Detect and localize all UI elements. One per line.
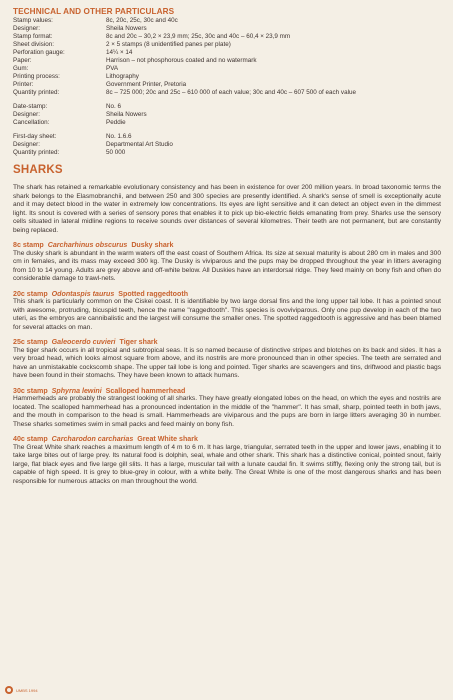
fds-row: Quantity printed: 50 000 [13,149,126,156]
section-heading: 8c stamp Carcharhinus obscurus Dusky shark [13,241,174,249]
document-page [13,7,441,486]
tech-row: Quantity printed: 8c – 725 000; 20c and 25c – 610 000 of each value; 30c and 40c – 607 500 of each value [13,89,356,96]
fds-row: First-day sheet: No. 1.6.6 [13,133,132,140]
date-row: Designer: Sheila Nowers [13,111,147,118]
section-body: The Great White shark reaches a maximum length of 4 m to 6 m. It has large, triangular, serrated teeth in the upper and lower jaws, enabling it to take large bites out of large prey. Its natural food is dolphin, seal, whale and other shark. This shark has a distinctive conical, pointed snout, fairly large, flat black eyes and five large gill slits. It has a large, muscular tail with a lunate caudal fin. It swims stiffly, flexing only the strong tail, but is capable of high speed. It is grey to blue-grey in colour, with a white belly. The Great White is one of the most dangerous sharks and has been responsible for numerous attacks on man throughout the world. [13,443,441,485]
tech-row: Stamp format: 8c and 20c – 30,2 × 23,9 mm; 25c, 30c and 40c – 60,4 × 23,9 mm [13,33,291,40]
section-body: This shark is particularly common on the Ciskei coast. It is identifiable by two large dorsal fins and the long upper tail lobe. It has a pointed snout with awesome, protruding, bicuspid teeth, hence the name "raggedtooth". This species is ovoviviparous. Only one pup develop in each of the two uteri, as the embryos are cannibalistic and the largest will consume the smaller ones. The spotted raggedtooth is aggressive and has been blamed for several attacks on man. [13,298,441,331]
tech-row: Paper: Harrison – not phosphorous coated and no watermark [13,57,257,64]
section-body: The tiger shark occurs in all tropical and subtropical seas. It is so named because of distinctive stripes and blotches on its back and sides. It has a very broad head, which looks almost square from above, and its nostrils are more pronounced than in other species. The teeth are serrated and have an unmistakable cockscomb shape. The upper tail lobe is long and pointed. Tiger sharks are scavengers and tins, driftwood and plastic bags have been found in their stomachs. They have been known to attack humans. [13,346,441,380]
section-dusky [13,241,441,284]
tech-row: Sheet division: 2 × 5 stamps (8 unidentified panes per plate) [13,41,231,48]
intro-paragraph: The shark has retained a remarkable evolutionary consistency and has been in existence for over 200 million years. In broad taxonomic terms the shark belongs to the Elasmobranchii, and between 250 and 300 species are presently identified. A shark's sense of smell is exceptionally acute and it may detect blood in the water in extremely low concentrations. Its eyes are light sensitive and it can detect an object even in the dimmest light. Its snout is covered with a series of sensory pores that enables it to pick up bio-electric fields emanating from prey. Sharks use the sensory cells situated in lateral midline regions to receive sounds over distances of several kilometres. Their teeth are not permanent, but are constantly being replaced. [13,184,441,234]
date-row: Cancellation: Peddie [13,119,126,126]
tech-row: Designer: Sheila Nowers [13,25,147,32]
fds-row: Designer: Departmental Art Studio [13,141,173,148]
tech-row: Perforation gauge: 14¼ × 14 [13,49,133,56]
logo-icon [5,686,13,694]
tech-table [13,17,441,157]
page-title: SHARKS [13,164,63,176]
section-great-white [13,435,441,486]
section-raggedtooth [13,290,441,333]
section-body: The dusky shark is abundant in the warm waters off the east coast of Southern Africa. Its size at sexual maturity is about 280 cm in males and 300 cm in females, and its mass may exceed 300 kg. The Dusky is viviparous and the pups may be dropped throughout the year in litters averaging from 10 to 14 young. Adults are grey above and off-white below. All Duskies have an interdorsal ridge. They feed mainly on bony fish and often do considerable damage to trawl-nets. [13,249,441,283]
section-heading: 40c stamp Carcharodon carcharias Great White shark [13,435,198,444]
tech-row: Gum: PVA [13,65,119,72]
section-hammerhead [13,387,441,430]
tech-row: Printer: Government Printer, Pretoria [13,81,187,88]
date-row: Date-stamp: No. 6 [13,103,122,110]
tech-row: Printing process: Lithography [13,73,139,80]
section-body: Hammerheads are probably the strangest looking of all sharks. They have greatly elongated lobes on the head, on which the eyes and nostrils are located. The scalloped hammerhead has a pronounced indentation in the middle of the "hammer". It has small, sharp, pointed teeth in both jaws, and the mouth in comparison to the head is small. Hammerheads are viviparous and the pups are born in large litters averaging 30 in number. These sharks sometimes swim in small packs and feed mainly on bony fish. [13,395,441,428]
footer [5,686,38,694]
section-heading: 20c stamp Odontaspis taurus Spotted raggedtooth [13,289,189,298]
footer-code: UMBS 1994 [16,687,38,693]
tech-heading: TECHNICAL AND OTHER PARTICULARS [13,7,175,16]
section-heading: 25c stamp Galeocerdo cuvieri Tiger shark [13,338,158,347]
tech-row: Stamp values: 8c, 20c, 25c, 30c and 40c [13,17,178,24]
section-tiger [13,338,441,381]
section-heading: 30c stamp Sphyrna lewini Scalloped hammerhead [13,386,186,395]
